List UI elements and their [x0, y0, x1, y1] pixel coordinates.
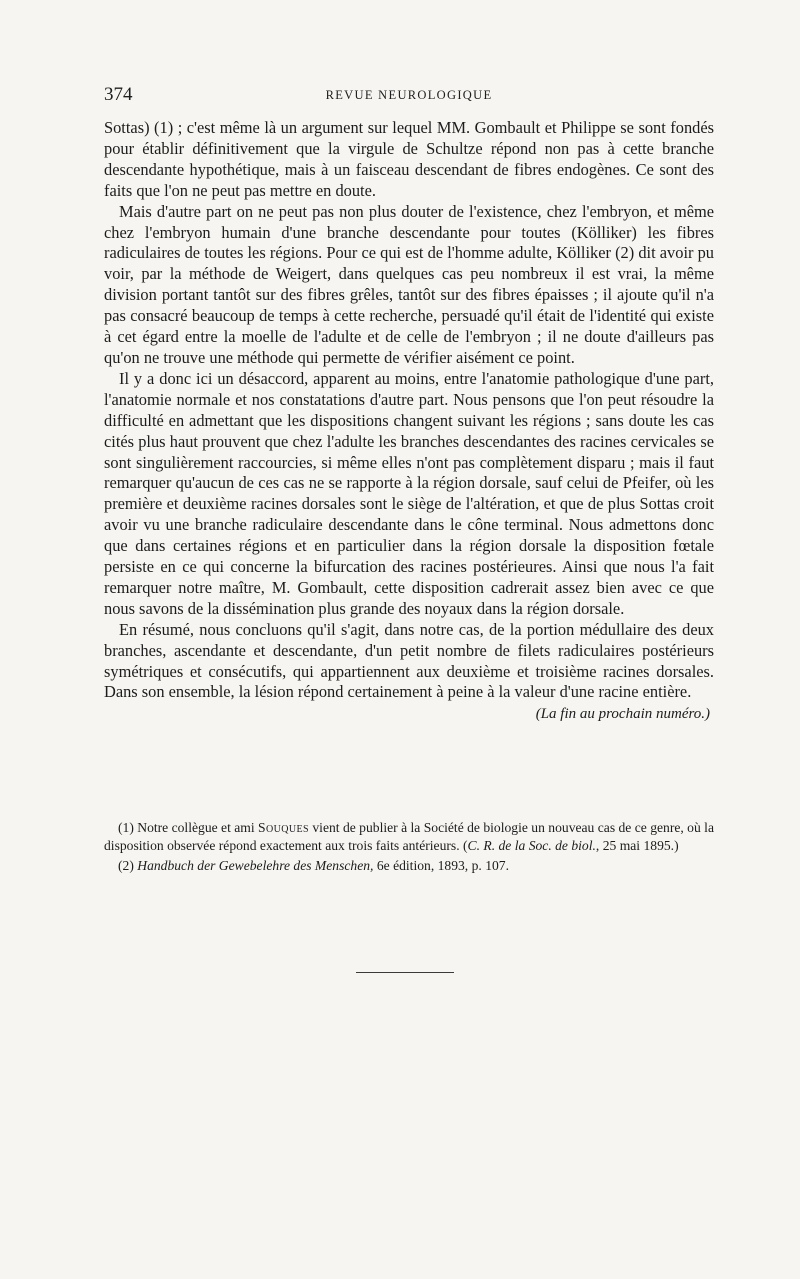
- footnote-1-date: , 25 mai 1895.): [595, 837, 679, 853]
- footnote-1-author: Souques: [258, 820, 309, 835]
- footnote-1-reference: C. R. de la Soc. de biol.: [467, 837, 596, 853]
- footnotes: [104, 819, 714, 875]
- footnote-1-text: vient de publier à la Société de biologie un nouveau cas de ce genre, où la disposition observée répond exactement aux trois faits antérieurs. (: [104, 820, 714, 853]
- footnote-2-title: Handbuch der Gewebelehre des Menschen,: [137, 858, 374, 874]
- article-body: [104, 118, 714, 725]
- footnote-2-text: 6e édition, 1893, p. 107.: [373, 858, 509, 874]
- page-number: 374: [104, 84, 133, 105]
- footnote-2: [104, 857, 714, 875]
- paragraph-1: Sottas) (1) ; c'est même là un argument sur lequel MM. Gombault et Philippe se sont fondés pour établir définitivement que la virgule de Schultze répond non pas à cette branche descendante hypothétique, mais à un faisceau descendant de fibres endogènes. Ce sont des faits que l'on ne peut pas mettre en doute.: [104, 118, 714, 200]
- continuation-note: (La fin au prochain numéro.): [535, 706, 710, 723]
- end-rule: [356, 972, 454, 973]
- paragraph-2: Mais d'autre part on ne peut pas non plus douter de l'existence, chez l'embryon, et même chez l'embryon humain d'une branche descendante pour toutes (Kölliker) les fibres radiculaires de toutes les régions. Pour ce qui est de l'homme adulte, Kölliker (2) dit avoir pu voir, par la méthode de Weigert, dans quelques cas peu nombreux il est vrai, la même division portant tantôt sur des fibres grêles, tantôt sur des fibres épaisses ; il ajoute qu'il n'a pas consacré beaucoup de temps à cette recherche, persuadé qu'il était de l'identité qui existe à cet égard entre la moelle de l'adulte et de celle de l'embryon ; il ne doute d'ailleurs pas qu'on ne trouve une méthode qui permette de vérifier aisément ce point.: [104, 201, 714, 367]
- running-head: REVUE NEUROLOGIQUE: [325, 88, 493, 102]
- paragraph-4: En résumé, nous concluons qu'il s'agit, dans notre cas, de la portion médullaire des deux branches, ascendante et descendante, d'un petit nombre de filets radiculaires postérieurs symétriques et consécutifs, qui appartiennent aux deuxième et troisième racines dorsales. Dans son ensemble, la lésion répond certainement à peine à la valeur d'une racine entière.: [104, 619, 714, 702]
- footnote-1: [104, 819, 714, 854]
- footnote-2-lead: (2): [118, 858, 138, 874]
- paragraph-3: Il y a donc ici un désaccord, apparent au moins, entre l'anatomie pathologique d'une part, l'anatomie normale et nos constatations d'autre part. Nous pensons que l'on peut résoudre la difficulté en admettant que les dispositions changent suivant les régions ; sans doute les cas cités plus haut prouvent que chez l'adulte les branches descendantes des racines cervicales se sont singulièrement raccourcies, si même elles n'ont pas complètement disparu ; mais il faut remarquer qu'aucun de ces cas ne se rapporte à la région dorsale, sauf celui de Pfeifer, où les première et deuxième racines dorsales sont le siège de l'altération, et que de plus Sottas croit avoir vu une branche radiculaire descendante dans le cône terminal. Nous admettons donc que dans certaines régions et en particulier dans la région dorsale la disposition fœtale persiste en ce qui concerne la bifurcation des racines postérieures. Ainsi que nous l'a fait remarquer notre maître, M. Gombault, cette disposition cadrerait assez bien avec ce que nous savons de la dissémination plus grande des noyaux dans la région dorsale.: [104, 368, 714, 618]
- page-header: [104, 86, 714, 108]
- footnote-1-lead: (1) Notre collègue et ami: [118, 820, 259, 835]
